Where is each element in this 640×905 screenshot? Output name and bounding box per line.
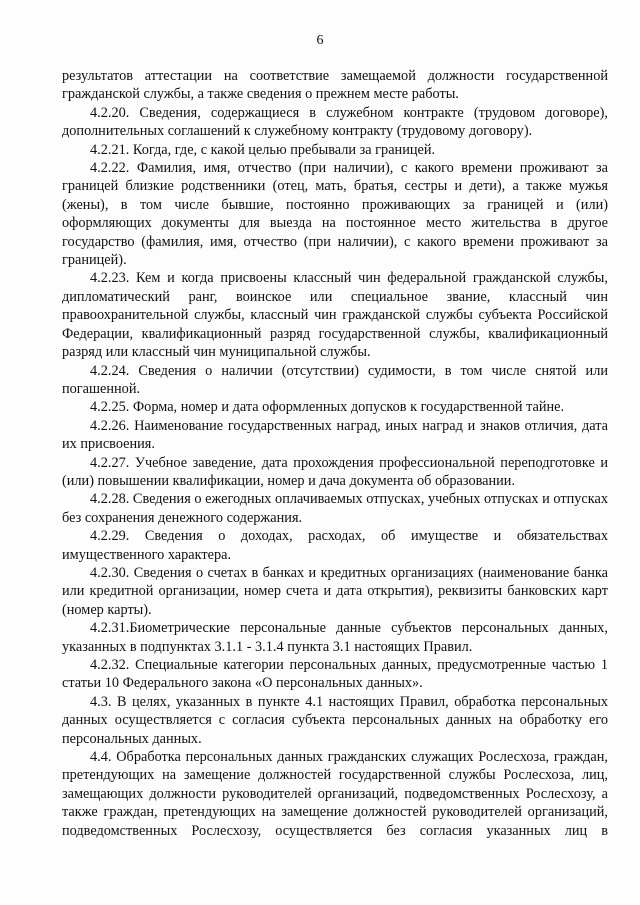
- paragraph-4-2-20: 4.2.20. Сведения, содержащиеся в служебном контракте (трудовом договоре), дополнительных соглашений к служебному контракту (трудовому договору).: [62, 104, 608, 140]
- paragraph-4-2-32: 4.2.32. Специальные категории персональных данных, предусмотренные частью 1 статьи 10 Федерального закона «О персональных данных».: [62, 657, 608, 692]
- paragraph-4-2-24: 4.2.24. Сведения о наличии (отсутствии) судимости, в том числе снятой или погашенной.: [62, 362, 608, 397]
- paragraph-4-2-26: 4.2.26. Наименование государственных наград, иных наград и знаков отличия, дата их присвоения.: [62, 417, 608, 453]
- paragraph-4-2-27: 4.2.27. Учебное заведение, дата прохождения профессиональной переподготовке и (или) повышении квалификации, номер и дача документа об образовании.: [62, 454, 608, 489]
- paragraph-continuation: результатов аттестации на соответствие замещаемой должности государственной гражданской службы, а также сведения о прежнем месте работы.: [62, 68, 608, 103]
- document-body: [62, 67, 608, 840]
- paragraph-4-2-21: 4.2.21. Когда, где, с какой целью пребывали за границей.: [90, 141, 436, 158]
- paragraph-4-2-25: 4.2.25. Форма, номер и дата оформленных допусков к государственной тайне.: [90, 399, 565, 416]
- paragraph-4-2-30: 4.2.30. Сведения о счетах в банках и кредитных организациях (наименование банка или кредитной организации, номер счета и дата открытия), реквизиты банковских карт (номер карты).: [62, 564, 608, 618]
- paragraph-4-2-31: 4.2.31.Биометрические персональные данные субъектов персональных данных, указанных в подпунктах 3.1.1 - 3.1.4 пункта 3.1 настоящих Правил.: [62, 620, 608, 655]
- page-number: 6: [316, 33, 324, 48]
- paragraph-4-2-28: 4.2.28. Сведения о ежегодных оплачиваемых отпусках, учебных отпусках и отпусках без сохранения денежного содержания.: [62, 491, 608, 526]
- paragraph-4-2-23: 4.2.23. Кем и когда присвоены классный чин федеральной гражданской службы, дипломатический ранг, воинское или специальное звание, классный чин правоохранительной службы, классный чин гражданской службы субъекта Российской Федерации, квалификационный разряд государственной службы, квалификационный разряд или классный чин муниципальной службы.: [62, 270, 608, 361]
- paragraph-4-2-29: 4.2.29. Сведения о доходах, расходах, об имуществе и обязательствах имущественного характера.: [62, 528, 608, 563]
- paragraph-4-2-22: 4.2.22. Фамилия, имя, отчество (при наличии), с какого времени проживают за границей близкие родственники (отец, мать, братья, сестры и дети), а также мужья (жены), в том числе бывшие, постоянно проживающих за границей и (или) оформляющих документы для выезда на постоянное место жительства в другое государство (фамилия, имя, отчество (при наличии), с какого времени проживают за границей).: [62, 160, 608, 269]
- paragraph-4-4: 4.4. Обработка персональных данных гражданских служащих Рослесхоза, граждан, претендующих на замещение должностей государственной службы Рослесхоза, лиц, замещающих должности руководителей организаций, подведомственных Рослесхозу, а также граждан, претендующих на замещение должностей руководителей организаций, подведомственных Рослесхозу, осуществляется без согласия указанных лиц в: [62, 749, 608, 839]
- paragraph-4-3: 4.3. В целях, указанных в пункте 4.1 настоящих Правил, обработка персональных данных осуществляется с согласия субъекта персональных данных на обработку его персональных данных.: [62, 693, 608, 747]
